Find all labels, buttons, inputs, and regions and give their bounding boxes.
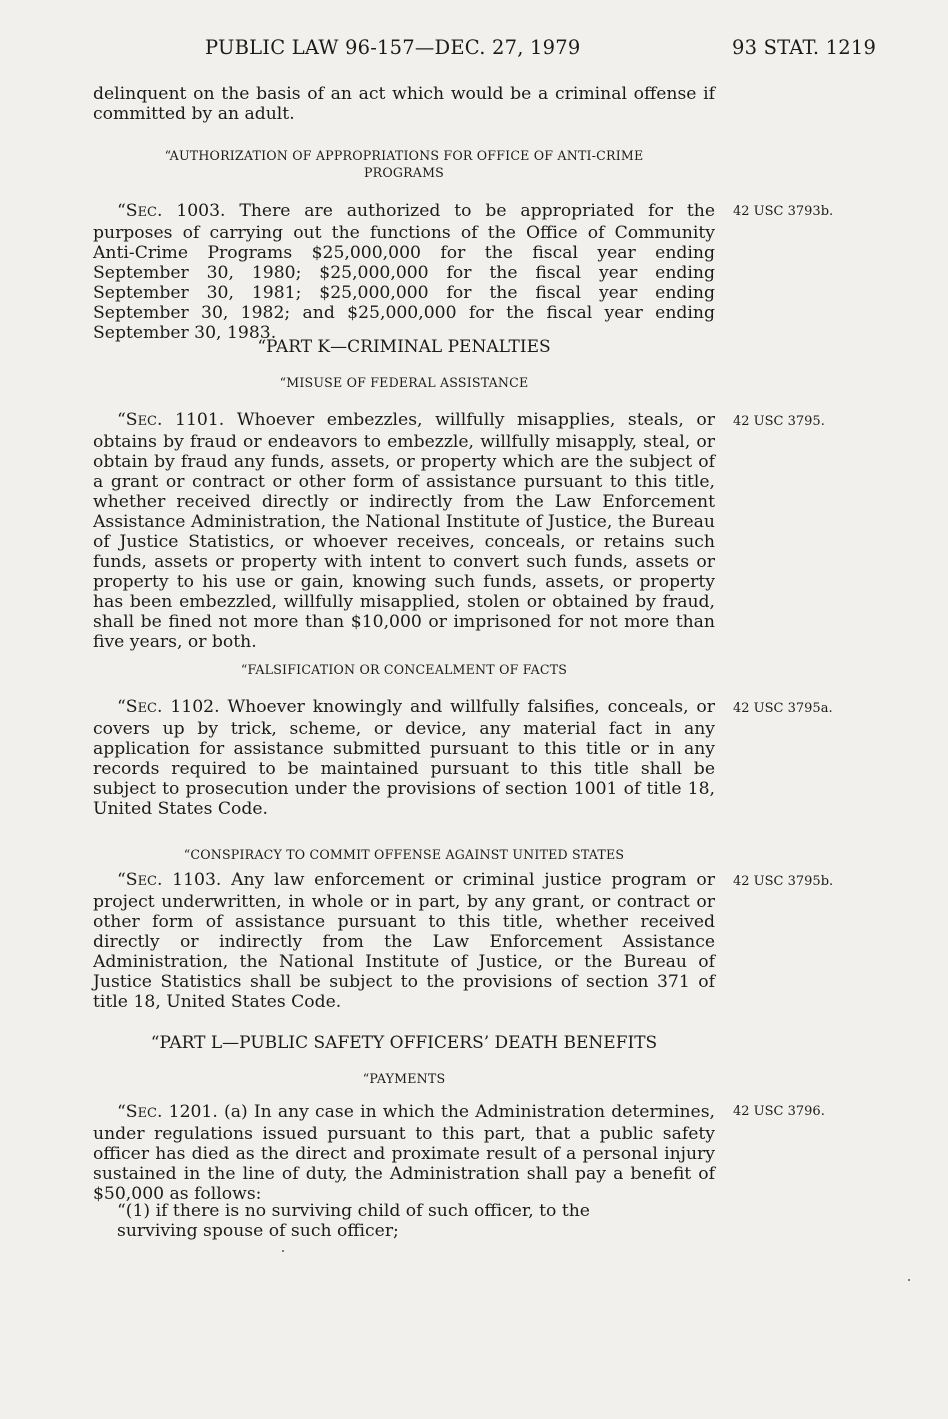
subsection-item-line: “(1) if there is no surviving child of such officer, to the bbox=[117, 1201, 590, 1221]
section-heading-1103: “CONSPIRACY TO COMMIT OFFENSE AGAINST UNITED STATES bbox=[183, 847, 625, 862]
running-head-title: PUBLIC LAW 96-157—DEC. 27, 1979 bbox=[205, 36, 581, 59]
section-heading-1003 bbox=[93, 147, 715, 181]
section-heading-line: “AUTHORIZATION OF APPROPRIATIONS FOR OFFICE OF ANTI-CRIME bbox=[164, 148, 644, 163]
scan-speck bbox=[282, 1250, 284, 1252]
running-head-page-number: 93 STAT. 1219 bbox=[732, 36, 877, 59]
subsection-item-line: surviving spouse of such officer; bbox=[117, 1221, 399, 1241]
section-heading-1101: “MISUSE OF FEDERAL ASSISTANCE bbox=[279, 375, 529, 390]
scan-speck bbox=[908, 1279, 910, 1281]
opening-text: delinquent on the basis of an act which would be a criminal offense if committed by an adult. bbox=[93, 84, 715, 124]
section-1101-text: “SEC. 1101. Whoever embezzles, willfully misapplies, steals, or obtains by fraud or endeavors to embezzle, willfully misapply, steal, or obtain by fraud any funds, assets, or property which are the subject of a grant or contract or other form of assistance pursuant to this title, whether received directly or indirectly from the Law Enforcement Assistance Administration, the National Institute of Justice, the Bureau of Justice Statistics, or whoever receives, conceals, or retains such funds, assets or property with intent to convert such funds, assets or property to his use or gain, knowing such funds, assets, or property has been embezzled, willfully misapplied, stolen or obtained by fraud, shall be fined not more than $10,000 or imprisoned for not more than five years, or both. bbox=[93, 410, 715, 652]
section-heading-1102: “FALSIFICATION OR CONCEALMENT OF FACTS bbox=[240, 662, 568, 677]
section-1003-body bbox=[93, 201, 715, 343]
section-heading-1201: “PAYMENTS bbox=[362, 1071, 446, 1086]
part-k-heading: “PART K—CRIMINAL PENALTIES bbox=[257, 337, 551, 357]
section-1102-body bbox=[93, 697, 715, 819]
section-1201-body bbox=[93, 1102, 715, 1204]
margin-citation-3795: 42 USC 3795. bbox=[733, 414, 825, 429]
margin-citation-3796: 42 USC 3796. bbox=[733, 1104, 825, 1119]
section-heading-line: PROGRAMS bbox=[363, 165, 445, 180]
margin-citation-3793b: 42 USC 3793b. bbox=[733, 204, 834, 219]
section-1003-text: “SEC. 1003. There are authorized to be appropriated for the purposes of carrying out the functions of the Office of Community Anti-Crime Programs $25,000,000 for the fiscal year ending September 30, 1980; $25,000,000 for the fiscal year ending September 30, 1981; $25,000,000 for the fiscal year ending September 30, 1982; and $25,000,000 for the fiscal year ending September 30, 1983. bbox=[93, 201, 715, 343]
section-1101-body bbox=[93, 410, 715, 652]
margin-citation-3795a: 42 USC 3795a. bbox=[733, 701, 833, 716]
subsection-item-1 bbox=[93, 1201, 715, 1241]
opening-paragraph bbox=[93, 84, 715, 124]
section-1201-text: “SEC. 1201. (a) In any case in which the Administration determines, under regulations issued pursuant to this part, that a public safety officer has died as the direct and proximate result of a personal injury sustained in the line of duty, the Administration shall pay a benefit of $50,000 as follows: bbox=[93, 1102, 715, 1204]
section-1102-text: “SEC. 1102. Whoever knowingly and willfully falsifies, conceals, or covers up by trick, scheme, or device, any material fact in any application for assistance submitted pursuant to this title or in any records required to be maintained pursuant to this title shall be subject to prosecution under the provisions of section 1001 of title 18, United States Code. bbox=[93, 697, 715, 819]
margin-citation-3795b: 42 USC 3795b. bbox=[733, 874, 834, 889]
part-l-heading: “PART L—PUBLIC SAFETY OFFICERS’ DEATH BENEFITS bbox=[150, 1033, 658, 1053]
section-1103-body bbox=[93, 870, 715, 1012]
section-1103-text: “SEC. 1103. Any law enforcement or criminal justice program or project underwritten, in whole or in part, by any grant, or contract or other form of assistance pursuant to this title, whether received directly or indirectly from the Law Enforcement Assistance Administration, the National Institute of Justice, or the Bureau of Justice Statistics shall be subject to the provisions of section 371 of title 18, United States Code. bbox=[93, 870, 715, 1012]
